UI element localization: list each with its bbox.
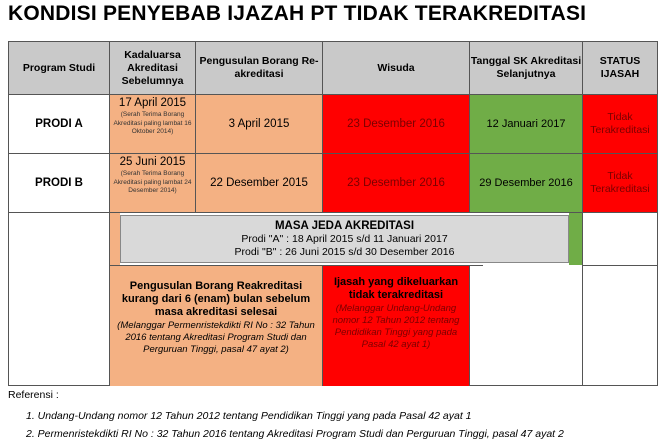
row-b-kadaluarsa: 25 Juni 2015	[119, 156, 186, 168]
accreditation-table	[8, 41, 658, 386]
row-a-pengusulan: 3 April 2015	[196, 95, 322, 153]
masa-jeda-heading: MASA JEDA AKREDITASI	[274, 220, 415, 232]
header-kadaluarsa: Kadaluarsa Akreditasi Sebelumnya	[110, 42, 195, 94]
masa-jeda-line2: Prodi "B" : 26 Juni 2015 s/d 30 Desember 2016	[234, 246, 455, 258]
header-pengusulan: Pengusulan Borang Re-akreditasi	[196, 42, 322, 94]
note-ijasah-bold: Ijasah yang dikeluarkan tidak terakreditasi	[333, 276, 459, 301]
grid-line	[322, 42, 323, 213]
row-a-prodi: PRODI A	[35, 118, 83, 130]
row-a-sk: 12 Januari 2017	[470, 95, 582, 153]
header-status: STATUS IJASAH	[583, 42, 657, 94]
jeda-right-green	[569, 213, 582, 265]
note-ijasah-box	[323, 266, 469, 386]
masa-jeda-box	[120, 215, 569, 263]
row-b-prodi: PRODI B	[35, 177, 83, 189]
page-title: KONDISI PENYEBAB IJAZAH PT TIDAK TERAKREDITASI	[8, 2, 587, 25]
header-tanggal-sk: Tanggal SK Akreditasi Selanjutnya	[470, 42, 582, 94]
grid-line	[195, 42, 196, 213]
row-b-pengusulan: 22 Desember 2015	[196, 154, 322, 212]
header-wisuda: Wisuda	[323, 42, 469, 94]
row-a-status: Tidak Terakreditasi	[583, 95, 657, 153]
masa-jeda-line1: Prodi "A" : 18 April 2015 s/d 11 Januari 2017	[241, 233, 448, 245]
grid-line	[9, 212, 657, 213]
grid-line	[469, 265, 470, 385]
grid-line	[110, 265, 483, 266]
row-b-status: Tidak Terakreditasi	[583, 154, 657, 212]
row-a-kadaluarsa-cell	[110, 95, 195, 153]
referensi-item-2: 2. Permenristekdikti RI No : 32 Tahun 2016 tentang Akreditasi Program Studi dan Perguruan Tinggi, pasal 47 ayat 2	[26, 428, 564, 440]
referensi-item-1: 1. Undang-Undang nomor 12 Tahun 2012 tentang Pendidikan Tinggi yang pada Pasal 42 ayat 1	[26, 410, 472, 422]
grid-line	[582, 42, 583, 385]
note-pengusulan-bold: Pengusulan Borang Reakreditasi kurang dari 6 (enam) bulan sebelum masa akreditasi selesai	[121, 280, 311, 318]
grid-line	[9, 94, 657, 95]
row-b-wisuda: 23 Desember 2016	[323, 154, 469, 212]
referensi-label: Referensi :	[8, 389, 59, 401]
row-b-kadaluarsa-note: (Serah Terima Borang Akreditasi paling lambat 24 Desember 2014)	[113, 170, 192, 194]
row-a-wisuda: 23 Desember 2016	[323, 95, 469, 153]
grid-line	[9, 153, 657, 154]
grid-line	[322, 265, 323, 385]
row-b-sk: 29 Desember 2016	[470, 154, 582, 212]
grid-line	[469, 42, 470, 213]
note-ijasah-italic: (Melanggar Undang-Undang nomor 12 Tahun 2012 tentang Pendidikan Tinggi yang pada Pasal 42 ayat 1)	[332, 303, 460, 350]
header-program-studi: Program Studi	[9, 42, 109, 94]
note-pengusulan-italic: (Melanggar Permenristekdikti RI No : 32 Tahun 2016 tentang Akreditasi Program Studi dan Perguruan Tinggi, pasal 47 ayat 2)	[117, 320, 315, 355]
note-pengusulan-box	[110, 266, 322, 386]
jeda-left-peach	[110, 213, 120, 265]
row-b-kadaluarsa-cell	[110, 154, 195, 212]
row-a-kadaluarsa-note: (Serah Terima Borang Akreditasi paling lambat 16 Oktober 2014)	[113, 111, 192, 135]
grid-line	[109, 42, 110, 385]
grid-line	[583, 265, 657, 266]
row-a-kadaluarsa: 17 April 2015	[118, 97, 187, 109]
